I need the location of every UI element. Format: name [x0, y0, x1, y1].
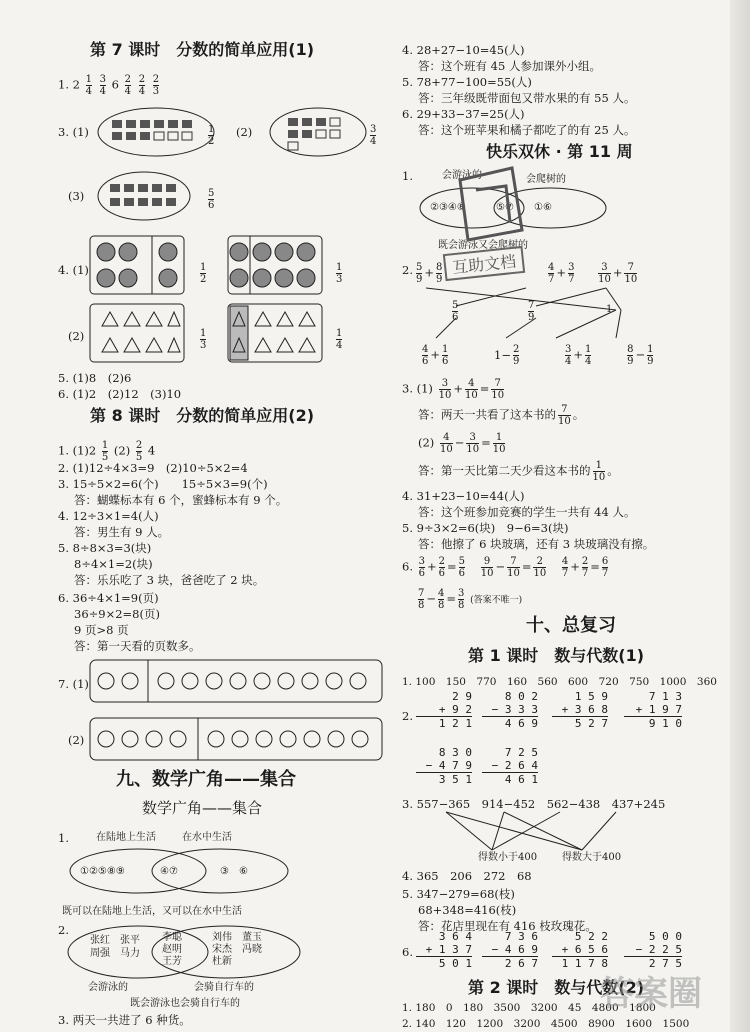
l8-q5-b: 8÷4×1=2(块): [74, 557, 153, 571]
r2-q2: 2. 140 120 1200 3200 4500 8900 1600 1500: [402, 1018, 690, 1030]
name-row: 宋杰 冯晓: [212, 944, 262, 955]
lesson1-title: 第 1 课时 数与代数(1): [468, 646, 645, 665]
r1-q5-answer: 答：花店里现在有 416 枝玫瑰花。: [418, 919, 597, 933]
l8-q1-b: (2): [113, 443, 131, 458]
calc-4: 7 1 3 + 1 9 7 9 1 0: [624, 690, 682, 730]
r1-q6-label: 6.: [402, 945, 413, 959]
unit10-title: 十、总复习: [526, 615, 616, 636]
w-q2-fracs-top: $\frac{5}{9}$ + $\frac{8}{9}$ $\frac{4}{7}$ + $\frac{3}{7}$ $\frac{3}{10}$ + $\frac{7}{10}$: [416, 262, 638, 285]
u9-bike-label: 会骑自行车的: [194, 982, 254, 993]
r1-less: 得数小于400: [478, 852, 538, 863]
u9-names-left: [90, 934, 140, 960]
name-row: 李聪: [162, 932, 182, 943]
w-q3-answer: 答：两天一共看了这本书的 $\frac{7}{10}$ 。: [418, 404, 585, 427]
w-q3-label: 3. (1): [402, 381, 433, 396]
r1-q3: 3. 557−365 914−452 562−438 437+245: [402, 797, 666, 811]
w-q6-note: (答案不唯一): [470, 595, 523, 606]
r-q6: 6. 29+33−37=25(人): [402, 107, 525, 121]
l8-q7-label2: (2): [68, 733, 85, 747]
u9-midset: ④⑦: [160, 866, 178, 877]
l8-q1-text: 1. (1)2: [58, 443, 97, 458]
stamp-mark: [452, 160, 542, 250]
calc-2: 8 0 2 − 3 3 3 4 6 9: [482, 690, 538, 730]
u9-rightset: ③ ⑥: [220, 866, 248, 877]
l7-q4-frac3: $\frac{1}{3}$: [200, 328, 207, 351]
w-q3-answer-text: 答：两天一共看了这本书的: [418, 407, 556, 422]
l7-q4-frac2: $\frac{1}{3}$: [336, 262, 343, 285]
w-q3-line: 3. (1) $\frac{3}{10}$ + $\frac{4}{10}$ = $\frac{7}{10}$: [402, 378, 505, 401]
l7-q3-label3: (3): [68, 189, 85, 203]
w-both-label: 既会游泳又会爬树的: [438, 240, 528, 251]
name-row: 周强 马力: [90, 948, 140, 959]
w-climb-label: 会爬树的: [526, 174, 566, 185]
unit9-title: 九、数学广角——集合: [116, 769, 296, 790]
w-q2-label: 2.: [402, 263, 413, 277]
frac-1-5: $\frac{1}{5}$: [101, 440, 109, 463]
l8-q6-c: 9 页>8 页: [74, 623, 129, 637]
frac-2-4a: $\frac{2}{4}$: [124, 74, 132, 97]
calc-3: 1 5 9 + 3 6 8 5 2 7: [552, 690, 608, 730]
w-q5-answer: 答：他擦了 6 块玻璃，还有 3 块玻璃没有擦。: [418, 537, 655, 551]
r2-q1: 1. 180 0 180 3500 3200 45 4800 1800: [402, 1002, 656, 1014]
l7-q4-label2: (2): [68, 329, 85, 343]
r1-more: 得数大于400: [562, 852, 622, 863]
name-row: 刘伟 董玉: [212, 932, 262, 943]
l7-q3-frac2: $\frac{3}{4}$: [370, 124, 377, 147]
r-q5: 5. 78+77−100=55(人): [402, 75, 532, 89]
w-q6: 6. $\frac{3}{6}$ + $\frac{2}{6}$ = $\frac{5}{6}$ $\frac{9}{10}$ − $\frac{7}{10}$ = $\frac{2}{10}$ $\frac{4}{7}$ + $\frac{2}{7}$ = $\frac{6}{7}$: [402, 556, 609, 579]
w-q3-line2: (2) $\frac{4}{10}$ − $\frac{3}{10}$ = $\frac{1}{10}$: [418, 432, 506, 455]
l7-q6: 6. (1)2 (2)12 (3)10: [58, 387, 182, 401]
l7-q3-frac3: $\frac{5}{6}$: [208, 188, 215, 211]
r1-q3-lines: [442, 812, 642, 852]
l8-q2: 2. (1)12÷4×3=9 (2)10÷5×2=4: [58, 461, 248, 475]
weekend-title: 快乐双休 · 第 11 周: [486, 142, 633, 161]
lesson2-title: 第 2 课时 数与代数(2): [468, 978, 645, 997]
l7-q3-label: 3. (1): [58, 125, 89, 139]
u9-leftset: ①②⑤⑧⑨: [80, 866, 125, 877]
w-q2-fracs-bottom: $\frac{4}{6}$ + $\frac{1}{6}$ 1− $\frac{2}{9}$ $\frac{3}{4}$ + $\frac{1}{4}$ $\frac{8}{9}$ − $\frac{1}{9}$: [422, 344, 654, 367]
w-q1-label: 1.: [402, 169, 413, 183]
l7-q4-figures: [90, 236, 390, 366]
w-q6-line2: $\frac{7}{8}$ − $\frac{4}{8}$ = $\frac{3}{8}$ (答案不唯一): [418, 588, 523, 611]
frac-2-3: $\frac{2}{3}$: [152, 74, 160, 97]
l8-q1-c: 4: [147, 443, 156, 458]
w-q3-answer2-text: 答：第一天比第二天少看这本书的: [418, 463, 591, 478]
watermark-logo: 答案圈: [600, 974, 702, 1014]
calc-6: 7 2 5 − 2 6 4 4 6 1: [482, 746, 538, 786]
l7-q4-label: 4. (1): [58, 263, 89, 277]
name-row: 张红 张平: [90, 935, 140, 946]
lesson7-title: 第 7 课时 分数的简单应用(1): [90, 40, 315, 59]
watermark-stamp: 互助文档: [443, 246, 525, 281]
u9-land-label: 在陆地上生活: [96, 832, 156, 843]
l8-q4: 4. 12÷3×1=4(人): [58, 509, 159, 523]
name-row: 王芳: [162, 956, 182, 967]
r-q4-answer: 答：这个班有 45 人参加课外小组。: [418, 59, 601, 73]
l7-q1-tail: 6: [111, 77, 119, 92]
u9-q2-label: 2.: [58, 923, 69, 937]
r-q6-answer: 答：这个班苹果和橘子都吃了的有 25 人。: [418, 123, 636, 137]
l8-q3-answer: 答：蝴蝶标本有 6 个，蜜蜂标本有 9 个。: [74, 493, 288, 507]
r1-q2-label: 2.: [402, 709, 413, 723]
w-q6-label: 6.: [402, 559, 413, 574]
r1-q4: 4. 365 206 272 68: [402, 869, 532, 883]
r1-q5: 5. 347−279=68(枝): [402, 887, 515, 901]
calc-5: 8 3 0 − 4 7 9 3 5 1: [416, 746, 472, 786]
l7-q3-frac1: $\frac{1}{2}$: [208, 124, 215, 147]
r1-q5-b: 68+348=416(枝): [418, 903, 517, 917]
r1-q1: 1. 100 150 770 160 560 600 720 750 1000 360: [402, 676, 717, 688]
u9-both-label: 既会游泳也会骑自行车的: [130, 998, 240, 1009]
calc-7: 3 6 4 + 1 3 7 5 0 1: [416, 930, 472, 970]
u9-note: 既可以在陆地上生活，又可以在水中生活: [62, 906, 242, 917]
l7-q1-text: 1. 2: [58, 77, 80, 92]
w-q3-answer2: 答：第一天比第二天少看这本书的 $\frac{1}{10}$ 。: [418, 460, 619, 483]
w-midset: ⑤⑦: [496, 202, 514, 213]
l8-q6: 6. 36÷4×1=9(页): [58, 591, 159, 605]
w-leftset: ②③④⑧: [430, 202, 466, 213]
l7-q5: 5. (1)8 (2)6: [58, 371, 132, 385]
u9-swim-label: 会游泳的: [88, 982, 128, 993]
calc-10: 5 0 0 − 2 2 5 2 7 5: [624, 930, 682, 970]
w-q5: 5. 9÷3×2=6(块) 9−6=3(块): [402, 521, 569, 535]
w-swim-label: 会游泳的: [442, 170, 482, 181]
page-edge: [730, 0, 750, 1032]
lesson8-title: 第 8 课时 分数的简单应用(2): [90, 406, 315, 425]
frac-3-4: $\frac{3}{4}$: [99, 74, 107, 97]
l7-q3-figures: [98, 106, 408, 246]
u9-q3: 3. 两天一共进了 6 种货。: [58, 1013, 191, 1027]
r-q5-answer: 答：三年级既带面包又带水果的有 55 人。: [418, 91, 636, 105]
frac-1-4: $\frac{1}{4}$: [85, 74, 92, 97]
l8-q4-answer: 答：男生有 9 人。: [74, 525, 170, 539]
w-q4: 4. 31+23−10=44(人): [402, 489, 525, 503]
l7-q4-frac4: $\frac{1}{4}$: [336, 328, 343, 351]
w-q2-frac-mid3: 1: [606, 303, 613, 315]
l8-q7-label: 7. (1): [58, 677, 89, 691]
w-q4-answer: 答：这个班参加竞赛的学生一共有 44 人。: [418, 505, 636, 519]
u9-names-right: [212, 932, 262, 968]
calc-9: 5 2 2 + 6 5 6 1 1 7 8: [552, 930, 608, 970]
name-row: 赵明: [162, 944, 182, 955]
frac-2-4b: $\frac{2}{4}$: [138, 74, 146, 97]
calc-8: 7 3 6 − 4 6 9 2 6 7: [482, 930, 538, 970]
l8-q3: 3. 15÷5×2=6(个) 15÷5×3=9(个): [58, 477, 268, 491]
frac-2-5: $\frac{2}{5}$: [135, 440, 143, 463]
l8-q5-answer: 答：乐乐吃了 3 块，爸爸吃了 2 块。: [74, 573, 265, 587]
w-rightset: ①⑥: [534, 202, 552, 213]
l7-q4-frac1: $\frac{1}{2}$: [200, 262, 207, 285]
l7-q1: [58, 74, 161, 97]
l8-q6-b: 36÷9×2=8(页): [74, 607, 160, 621]
unit9-subtitle: 数学广角——集合: [142, 799, 263, 817]
w-q2-frac-mid2: $\frac{7}{9}$: [528, 300, 535, 323]
calc-1: 2 9 + 9 2 1 2 1: [416, 690, 472, 730]
u9-water-label: 在水中生活: [182, 832, 232, 843]
u9-names-mid: [162, 932, 182, 968]
l8-q6-answer: 答：第一天看的页数多。: [74, 639, 201, 653]
l8-q5: 5. 8÷8×3=3(块): [58, 541, 152, 555]
name-row: 杜新: [212, 956, 232, 967]
r-q4: 4. 28+27−10=45(人): [402, 43, 525, 57]
l8-q7-figures: [90, 660, 390, 770]
w-q2-frac-mid1: $\frac{5}{6}$: [452, 300, 459, 323]
u9-q1-label: 1.: [58, 831, 69, 845]
w-q3-b-label: (2): [418, 435, 435, 450]
l7-q3-label2: (2): [236, 125, 253, 139]
